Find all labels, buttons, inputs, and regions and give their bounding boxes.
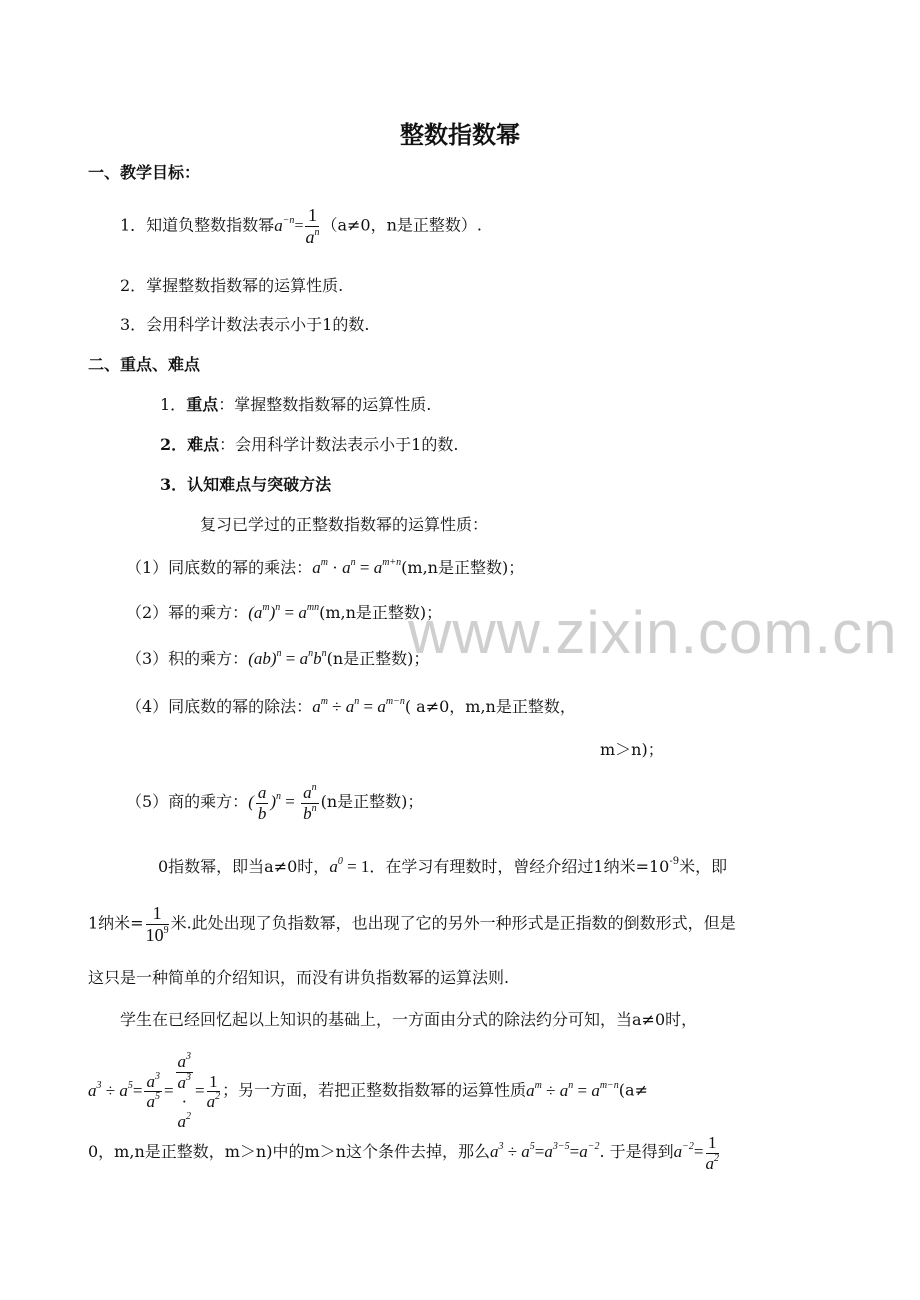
fraction-1-over-an: $\frac{1}{a^n}$	[305, 205, 320, 247]
watermark: www.zixin.com.cn	[408, 599, 898, 666]
formula-a3-div-a5-result: $a^3 \div a^5=a^{3-5}=a^{-2}$	[489, 1140, 600, 1161]
formula-quotient: $a^m \div a^n = a^{m-n}$	[312, 696, 405, 716]
objective-2: 2．掌握整数指数幂的运算性质.	[120, 276, 344, 295]
formula-zero-exponent: $a^0 = 1$	[329, 856, 370, 876]
difficult-point: 2．难点：会用科学计数法表示小于1的数.	[160, 435, 459, 454]
key-point: 1．重点：掌握整数指数幂的运算性质.	[160, 395, 432, 414]
para1-line1: 0指数幂，即当a≠0时，$a^0 = 1$．在学习有理数时，曾经介绍过1纳米$=10^{-9}$米，即	[158, 856, 728, 876]
section2-heading: 二、重点、难点	[88, 355, 201, 374]
rule-quotient: （4）同底数的幂的除法：$a^m \div a^n = a^{m-n}$( a≠0，m,n是正整数，	[126, 696, 576, 716]
rule-power-of-product: （3）积的乘方：$(ab)^n = a^nb^n(n$是正整数)；	[126, 648, 430, 668]
para1-line2: 1纳米= $\frac{1}{10^9}$ 米.此处出现了负指数幂，也出现了它的另外一种形式是正指数的倒数形式，但是	[88, 903, 736, 945]
formula-quotient-general: $a^m \div a^n = a^{m-n}$	[526, 1079, 619, 1100]
rule-quotient-cont: m＞n)；	[600, 740, 664, 759]
rule-power-of-quotient: （5）商的乘方：( $\frac{a}{b}$ )$^n$ = $\frac{a^n}{b^n}$ (n是正整数)；	[126, 782, 424, 823]
objective-1: 1．知道负整数指数幂$a^{-n}=$ $\frac{1}{a^n}$ （a≠0，n是正整数）.	[120, 205, 482, 247]
formula-product: $a^m \cdot a^n = a^{m+n}$	[312, 557, 402, 577]
formula-negative-exponent: $a^{-n}$	[274, 214, 295, 235]
formula-a3-div-a5: $a^3 \div a^5=$ $\frac{a^3}{a^5}$ = $a^3$ $a^3$ · $a^2$ = $\frac{1}{a^2}$	[88, 1051, 221, 1131]
page-title: 整数指数幂	[400, 120, 520, 149]
fraction-1-over-10-9: $\frac{1}{10^9}$	[145, 903, 169, 945]
objective-3: 3．会用科学计数法表示小于1的数.	[120, 315, 370, 334]
formula-product-power: $(ab)^n = a^nb^n$	[248, 648, 327, 668]
formula-fraction-power: ( $\frac{a}{b}$ )$^n$ = $\frac{a^n}{b^n}$	[248, 782, 317, 823]
section1-heading: 一、教学目标：	[88, 163, 201, 182]
formula-power: $(a^m)^n = a^{mn}$	[248, 602, 320, 622]
para2-line3: 0，m,n是正整数，m＞n)中的m＞n这个条件去掉，那么$a^3 \div a^5=a^{3-5}=a^{-2}$. 于是得到$a^{-2}=$ $\frac{1}{a^2}$	[88, 1133, 720, 1173]
para2-line1: 学生在已经回忆起以上知识的基础上，一方面由分式的除法约分可知，当a≠0时，	[120, 1010, 698, 1029]
para2-line2: $a^3 \div a^5=$ $\frac{a^3}{a^5}$ = $a^3$ $a^3$ · $a^2$ = $\frac{1}{a^2}$ ；另一方面，若把正整数指数幂的运算性质$a^m \div a^n = a^{m-n}(a\ne$	[88, 1051, 648, 1131]
para1-line3: 这只是一种简单的介绍知识，而没有讲负指数幂的运算法则.	[88, 968, 510, 987]
review-intro: 复习已学过的正整数指数幂的运算性质：	[200, 515, 489, 534]
rule-power-of-power: （2）幂的乘方：$(a^m)^n = a^{mn}(m,n$是正整数)；	[126, 602, 443, 622]
formula-a-neg2: $a^{-2}=$ $\frac{1}{a^2}$	[673, 1133, 720, 1173]
method-heading: 3．认知难点与突破方法	[160, 475, 332, 494]
rule-product: （1）同底数的幂的乘法：$a^m \cdot a^n = a^{m+n}(m,n$是正整数)；	[126, 557, 525, 577]
